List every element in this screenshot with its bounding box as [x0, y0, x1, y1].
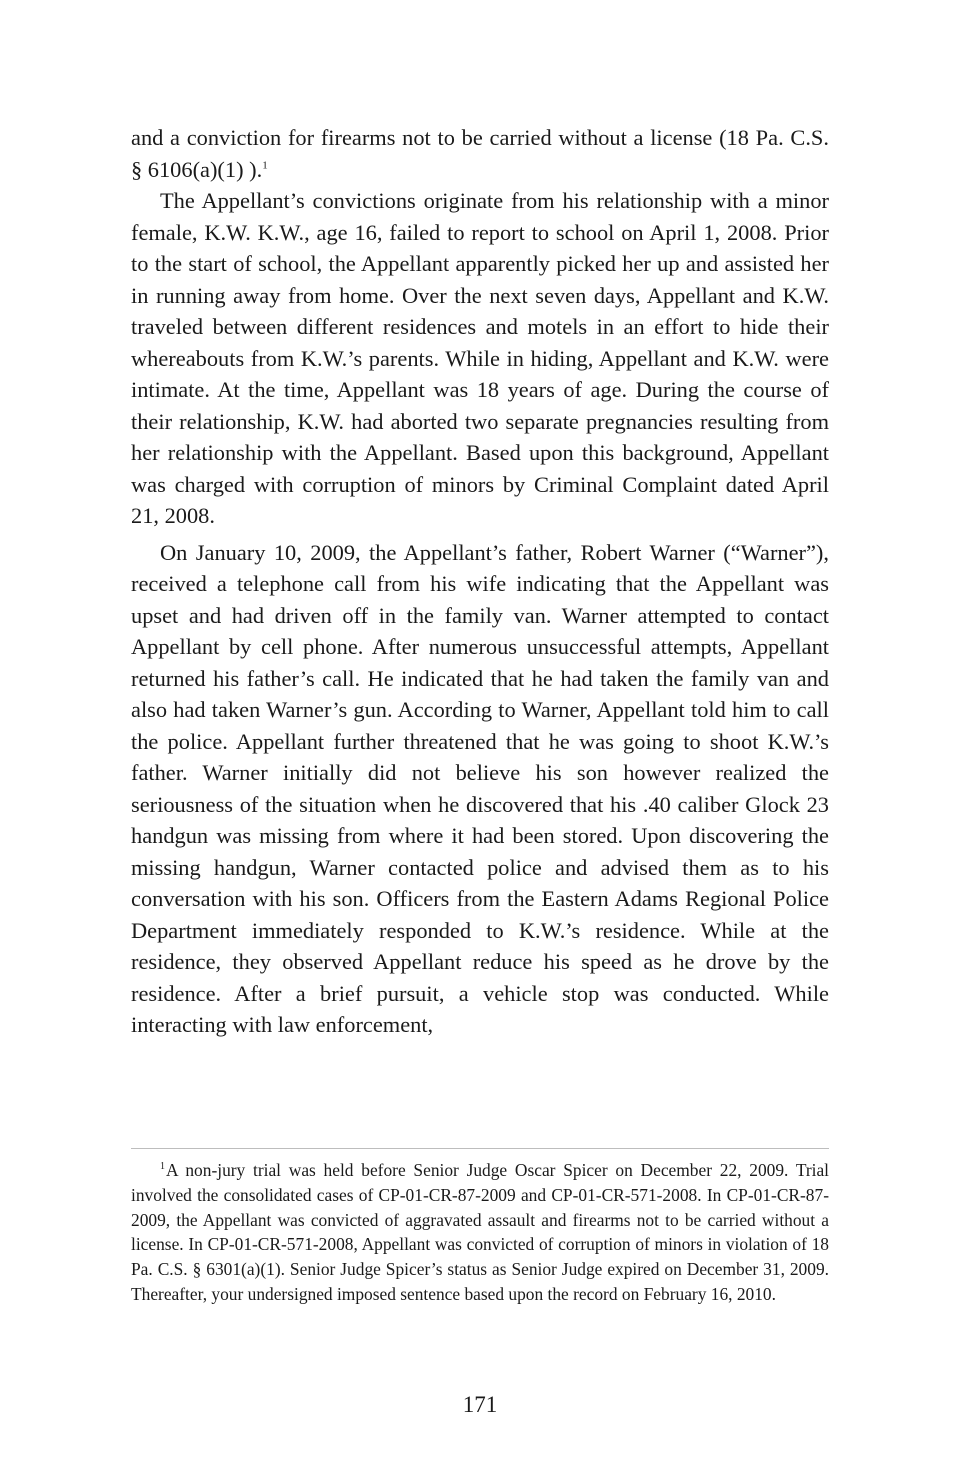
paragraph-3: On January 10, 2009, the Appellant’s father, Robert Warner (“Warner”), received a telephone call from his wife indicating that the Appellant was upset and had driven off in the family van. Warner attempted to contact Appellant by cell phone. After numerous unsuccessful attempts, Appellant returned his father’s call. He indicated that he had taken the family van and also had taken Warner’s gun. According to Warner, Appellant told him to call the police. Appellant further threatened that he was going to shoot K.W.’s father. Warner initially did not believe his son however realized the seriousness of the situation when he discovered that his .40 caliber Glock 23 handgun was missing from where it had been stored. Upon discovering the missing handgun, Warner contacted police and advised them as to his conversation with his son. Officers from the Eastern Adams Regional Police Department immediately responded to K.W.’s residence. While at the residence, they observed Appellant reduce his speed as he drove by the residence. After a brief pursuit, a vehicle stop was conducted. While interacting with law enforcement, — [131, 539, 829, 1037]
page-number: 171 — [462, 1392, 498, 1417]
footnote-marker: 1 — [160, 1161, 165, 1173]
paragraph-1 — [131, 122, 829, 185]
footnote — [131, 1158, 829, 1307]
footnote-text: A non-jury trial was held before Senior Judge Oscar Spicer on December 22, 2009. Trial involved the consolidated cases of CP-01-CR-87-2009 and CP-01-CR-571-2008. In CP-01-CR-87-2009, the Appellant was convicted of aggravated assault and firearms not to be carried without a license. In CP-01-CR-571-2008, Appellant was convicted of corruption of minors in violation of 18 Pa. C.S. § 6301(a)(1). Senior Judge Spicer’s status as Senior Judge expired on December 31, 2009. Thereafter, your undersigned imposed sentence based upon the record on February 16, 2010. — [131, 1160, 829, 1304]
paragraph-1-text: and a conviction for firearms not to be carried without a license (18 Pa. C.S. § 6106(a)(1) ). — [131, 125, 829, 182]
footnote-reference: 1 — [262, 159, 268, 172]
main-text — [131, 122, 829, 1041]
paragraph-2: The Appellant’s convictions originate from his relationship with a minor female, K.W. K.W., age 16, failed to report to school on April 1, 2008. Prior to the start of school, the Appellant apparently picked her up and assisted her in running away from home. Over the next seven days, Appellant and K.W. traveled between different residences and motels in an effort to hide their whereabouts from K.W.’s parents. While in hiding, Appellant and K.W. were intimate. At the time, Appellant was 18 years of age. During the course of their relationship, K.W. had aborted two separate pregnancies resulting from her relationship with the Appellant. Based upon this background, Appellant was charged with corruption of minors by Criminal Complaint dated April 21, 2008. — [131, 188, 829, 528]
footnote-divider — [131, 1148, 829, 1149]
